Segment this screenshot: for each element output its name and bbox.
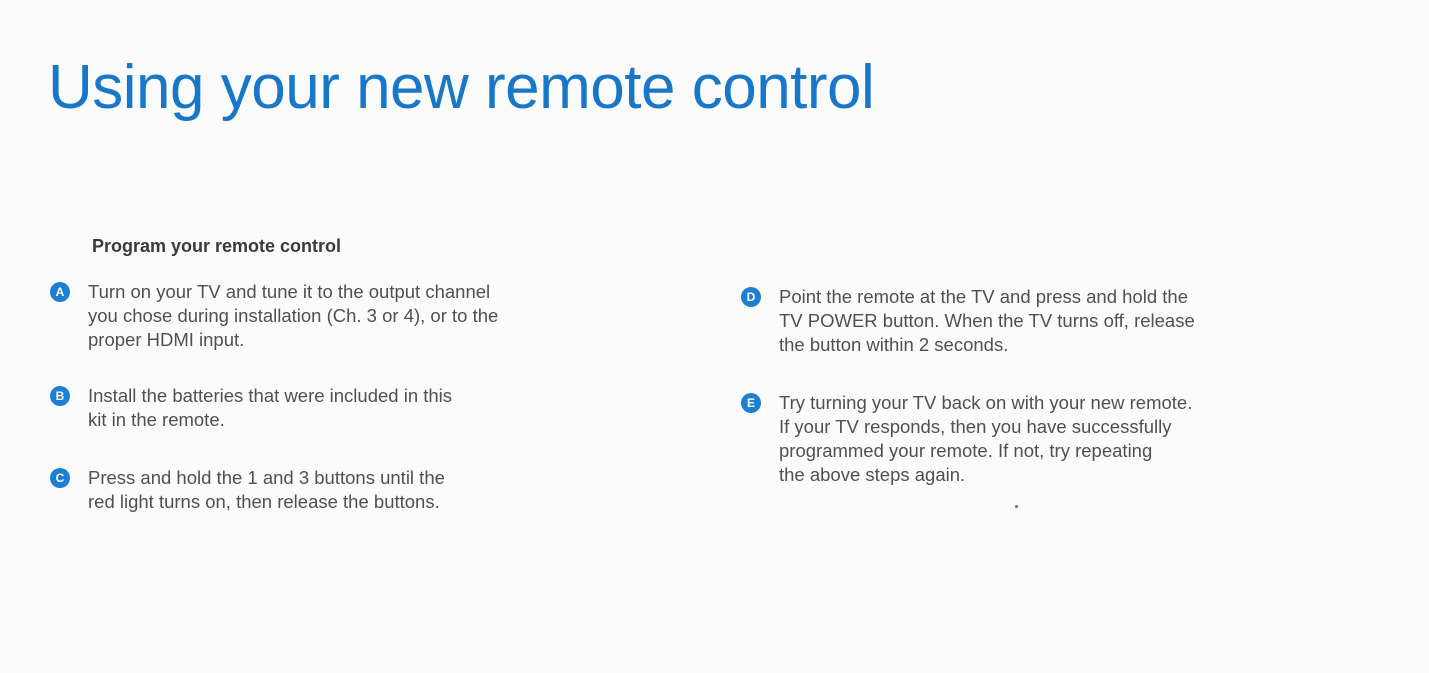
step-e-text [779, 391, 1192, 487]
step-d-text [779, 285, 1195, 357]
step-c-text [88, 466, 445, 514]
step-d-line-3: the button within 2 seconds. [779, 334, 1009, 355]
step-e-line-1: Try turning your TV back on with your new remote. [779, 392, 1193, 413]
step-e-line-2: If your TV responds, then you have successfully [779, 416, 1172, 437]
print-speck [1015, 505, 1018, 508]
step-e-badge: E [741, 393, 761, 413]
step-a-line-3: proper HDMI input. [88, 329, 245, 350]
step-b-line-1: Install the batteries that were included in this [88, 385, 453, 406]
step-a [50, 280, 498, 352]
step-b-badge: B [50, 386, 70, 406]
step-d-badge: D [741, 287, 761, 307]
step-c-line-2: red light turns on, then release the buttons. [88, 491, 440, 512]
step-e [741, 391, 1192, 487]
step-e-line-3: programmed your remote. If not, try repeating [779, 440, 1153, 461]
section-heading: Program your remote control [92, 236, 342, 256]
step-b [50, 384, 452, 432]
step-c-badge: C [50, 468, 70, 488]
step-a-line-1: Turn on your TV and tune it to the output channel [88, 281, 491, 302]
step-a-line-2: you chose during installation (Ch. 3 or 4), or to the [88, 305, 499, 326]
step-b-line-2: kit in the remote. [88, 409, 225, 430]
step-d [741, 285, 1195, 357]
step-e-line-4: the above steps again. [779, 464, 966, 485]
step-d-line-2: TV POWER button. When the TV turns off, release [779, 310, 1195, 331]
step-a-text [88, 280, 498, 352]
step-c [50, 466, 445, 514]
page-title: Using your new remote control [48, 53, 875, 122]
step-b-text [88, 384, 452, 432]
step-d-line-1: Point the remote at the TV and press and hold the [779, 286, 1188, 307]
step-c-line-1: Press and hold the 1 and 3 buttons until the [88, 467, 445, 488]
step-a-badge: A [50, 282, 70, 302]
